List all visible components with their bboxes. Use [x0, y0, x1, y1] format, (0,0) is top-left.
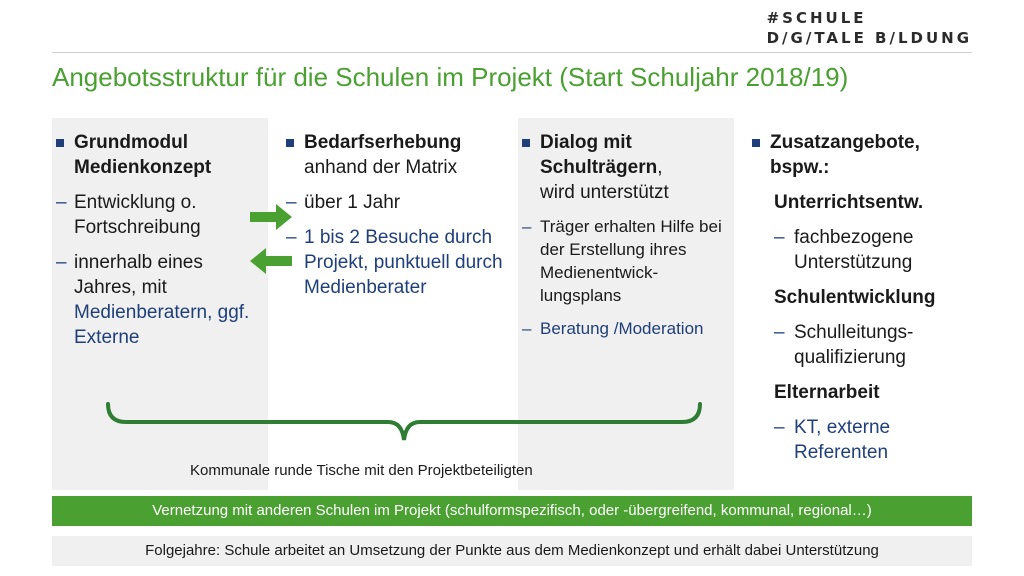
list-item [52, 190, 268, 240]
dash-icon: – [286, 227, 297, 248]
dash-icon: – [522, 217, 532, 236]
dash-icon: – [774, 227, 785, 248]
networking-banner: Vernetzung mit anderen Schulen im Projekt (schulformspezifisch, oder -übergreifend, kommunal, regional…) [52, 496, 972, 526]
footer-note: Folgejahre: Schule arbeitet an Umsetzung der Punkte aus dem Medienkonzept und erhält dabei Unterstützung [52, 536, 972, 566]
column-bedarfserhebung [282, 118, 508, 300]
list-item [282, 225, 508, 300]
heading-text: Bedarfserhebung [304, 132, 462, 153]
logo [767, 8, 972, 48]
list-item [748, 320, 978, 370]
dash-icon: – [774, 417, 785, 438]
item-text: Entwicklung o. Fortschreibung [74, 192, 201, 238]
heading-subtext: anhand der Matrix [304, 157, 458, 178]
column-heading [282, 130, 508, 180]
item-text: 1 bis 2 Besuche durch Projekt, punktuell durch Medienberater [304, 227, 503, 298]
item-text: fachbezogene Unterstützung [794, 227, 914, 273]
item-text: Beratung /Moderation [540, 319, 704, 338]
bullet-square-icon [286, 139, 294, 147]
item-text: Träger erhalten Hilfe bei der Erstellung ihres Medienentwick-lungsplans [540, 217, 722, 305]
column-heading [748, 130, 978, 180]
bullet-square-icon [522, 139, 530, 147]
logo-line-2: D/G/TALE B/LDUNG [766, 29, 972, 47]
dash-icon: – [774, 322, 785, 343]
subsection-title: Schulentwicklung [774, 287, 936, 308]
heading-text: Dialog mit Schulträgern [540, 132, 658, 178]
heading-text: Grundmodul Medienkonzept [74, 132, 212, 178]
column-zusatzangebote [748, 118, 978, 465]
item-text: Schulleitungs-qualifizierung [794, 322, 914, 368]
dash-icon: – [286, 192, 297, 213]
list-item [518, 215, 734, 307]
item-text: innerhalb eines Jahres, mit [74, 252, 203, 298]
brace-label: Kommunale runde Tische mit den Projektbeteiligten [190, 462, 533, 479]
list-item [518, 317, 734, 340]
item-text: über 1 Jahr [304, 192, 401, 213]
subsection-title: Unterrichtsentw. [774, 192, 924, 213]
column-heading: Dialog mit Schulträgern, wird unterstützt [518, 130, 734, 205]
list-item [52, 250, 268, 350]
logo-line-1: #SCHULE [766, 9, 867, 27]
dash-icon: – [522, 319, 532, 338]
list-item [748, 415, 978, 465]
heading-subtext: wird unterstützt [540, 182, 669, 203]
header-divider [52, 52, 972, 53]
list-item [282, 190, 508, 215]
bullet-square-icon [752, 139, 760, 147]
heading-text: Zusatzangebote, bspw.: [770, 132, 920, 178]
list-item [748, 225, 978, 275]
dash-icon: – [56, 252, 67, 273]
bullet-square-icon [56, 139, 64, 147]
curly-brace-icon [104, 400, 706, 444]
slide-title: Angebotsstruktur für die Schulen im Projekt (Start Schuljahr 2018/19) [52, 62, 849, 92]
column-heading [52, 130, 268, 180]
item-text: KT, externe Referenten [794, 417, 891, 463]
subsection-title: Elternarbeit [774, 382, 880, 403]
item-text-highlight: Medienberatern, ggf. Externe [74, 302, 250, 348]
dash-icon: – [56, 192, 67, 213]
